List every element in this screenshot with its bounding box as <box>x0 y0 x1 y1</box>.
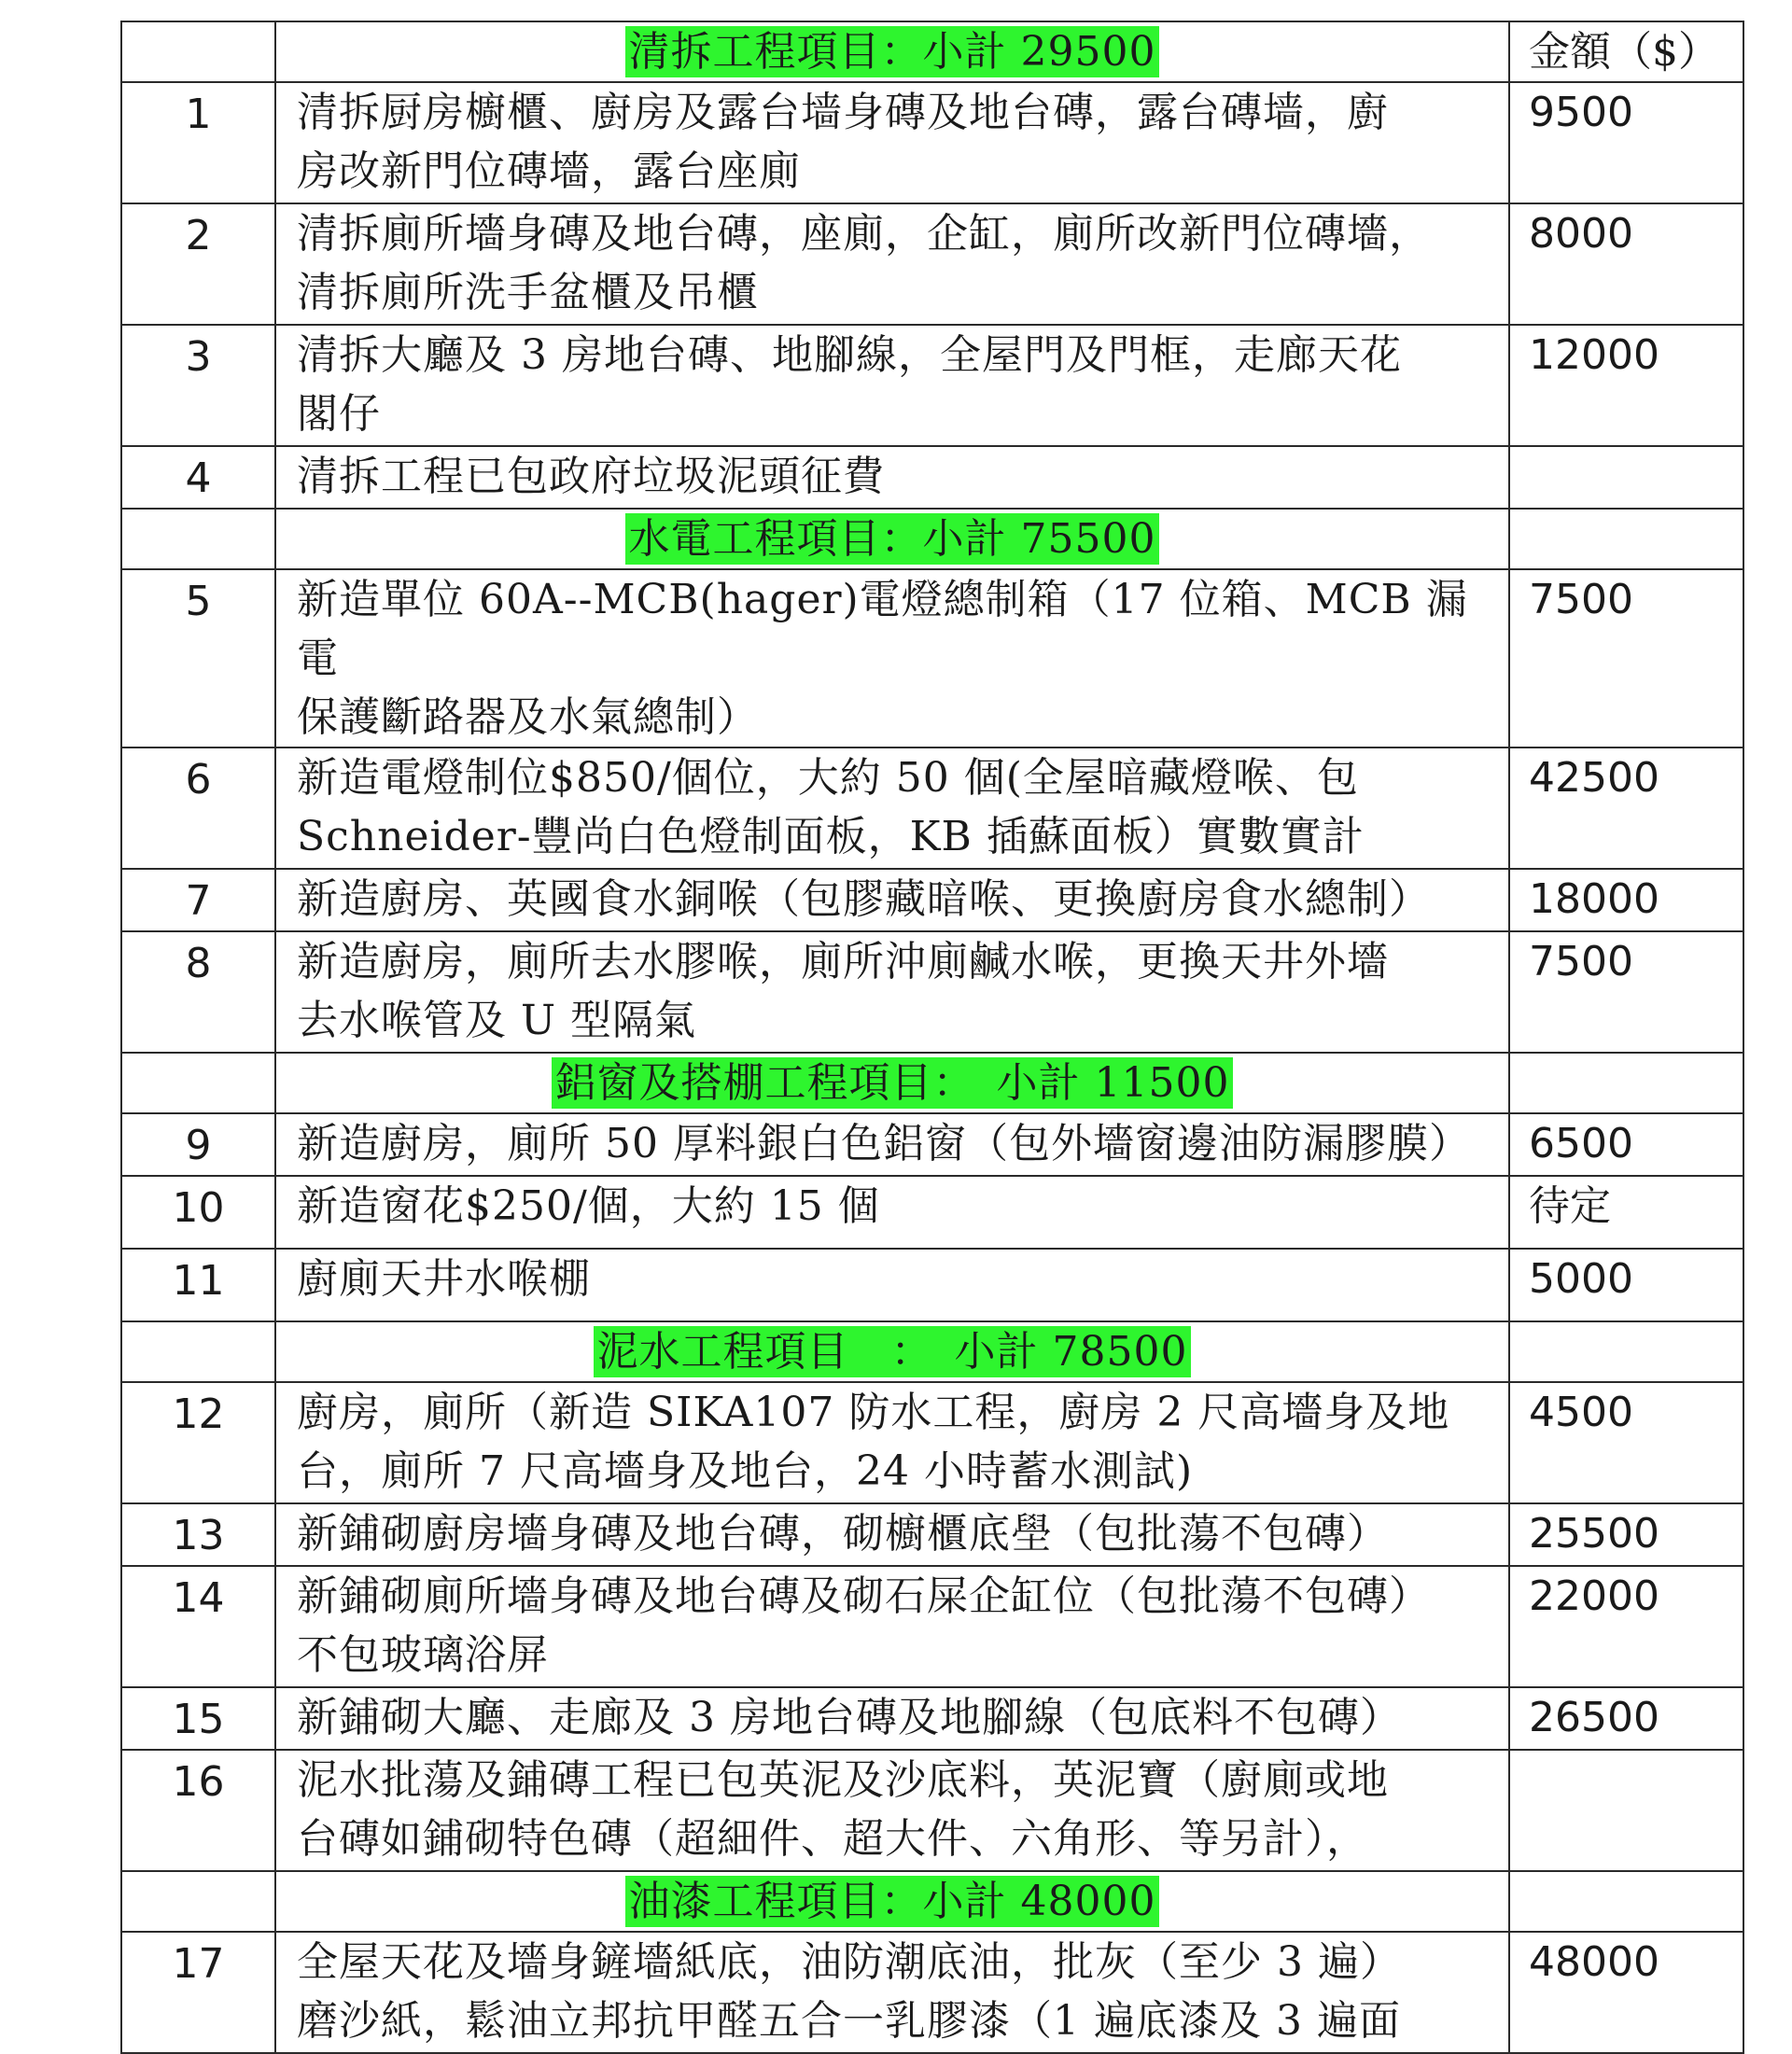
row-amount <box>1509 446 1743 509</box>
row-description <box>275 82 1509 203</box>
row-amount: 26500 <box>1509 1687 1743 1750</box>
table-row <box>121 1932 1743 2053</box>
row-description <box>275 1932 1509 2053</box>
desc-line: 清拆大廳及 3 房地台磚、地腳線，全屋門及門框，走廊天花 <box>297 331 1402 379</box>
desc-line: 清拆工程已包政府垃圾泥頭征費 <box>297 453 885 500</box>
row-number: 17 <box>121 1932 275 2053</box>
desc-line: 磨沙紙，鬆油立邦抗甲醛五合一乳膠漆（1 遍底漆及 3 遍面 <box>297 1997 1401 2045</box>
table-row <box>121 446 1743 509</box>
desc-line: 不包玻璃浴屏 <box>297 1631 549 1679</box>
desc-line: 清拆廁所墻身磚及地台磚，座廁，企缸，廁所改新門位磚墻， <box>297 210 1431 258</box>
desc-line: 台磚如鋪砌特色磚（超細件、超大件、六角形、等另計）， <box>297 1815 1368 1863</box>
row-description <box>275 869 1509 931</box>
row-description <box>275 748 1509 869</box>
section-header-demolition <box>121 21 1743 82</box>
row-number: 10 <box>121 1176 275 1249</box>
row-number: 4 <box>121 446 275 509</box>
desc-line: 新造廚房，廁所去水膠喉，廁所沖廁鹹水喉，更換天井外墻 <box>297 938 1389 985</box>
row-description <box>275 1503 1509 1566</box>
row-number: 16 <box>121 1750 275 1871</box>
row-amount: 7500 <box>1509 569 1743 748</box>
row-amount: 待定 <box>1509 1176 1743 1249</box>
desc-line: 新造廚房、英國食水銅喉（包膠藏暗喉、更換廚房食水總制） <box>297 875 1431 923</box>
row-number: 15 <box>121 1687 275 1750</box>
row-number: 14 <box>121 1566 275 1687</box>
row-number: 1 <box>121 82 275 203</box>
table-row <box>121 931 1743 1053</box>
row-description <box>275 1249 1509 1321</box>
row-description <box>275 325 1509 446</box>
desc-line: 新造窗花$250/個，大約 15 個 <box>297 1182 880 1230</box>
table-row <box>121 1566 1743 1687</box>
row-number: 12 <box>121 1382 275 1503</box>
section-title-cell <box>275 1321 1509 1382</box>
desc-line: 保護斷路器及水氣總制） <box>297 693 759 741</box>
row-amount: 12000 <box>1509 325 1743 446</box>
quotation-sheet <box>120 21 1743 2054</box>
row-description <box>275 203 1509 325</box>
row-number: 8 <box>121 931 275 1053</box>
section-amount-cell <box>1509 1871 1743 1932</box>
row-amount: 7500 <box>1509 931 1743 1053</box>
section-no-cell <box>121 1053 275 1113</box>
desc-line: 廚廁天井水喉棚 <box>297 1255 591 1303</box>
desc-line: 新鋪砌廁所墻身磚及地台磚及砌石屎企缸位（包批蕩不包磚） <box>297 1572 1431 1620</box>
desc-line: 廚房，廁所（新造 SIKA107 防水工程，廚房 2 尺高墻身及地 <box>297 1389 1450 1436</box>
table-row <box>121 1176 1743 1249</box>
row-description <box>275 1566 1509 1687</box>
row-amount: 6500 <box>1509 1113 1743 1176</box>
table-row <box>121 1687 1743 1750</box>
desc-line: 新鋪砌大廳、走廊及 3 房地台磚及地腳線（包底料不包磚） <box>297 1694 1402 1741</box>
section-title-cell <box>275 1871 1509 1932</box>
table-row <box>121 1382 1743 1503</box>
table-row <box>121 203 1743 325</box>
desc-line: 閣仔 <box>297 390 381 438</box>
section-title: 鋁窗及搭棚工程項目： 小計 11500 <box>552 1057 1234 1109</box>
section-amount-cell <box>1509 509 1743 569</box>
section-no-cell <box>121 1871 275 1932</box>
section-title: 油漆工程項目：小計 48000 <box>625 1876 1160 1927</box>
row-amount: 48000 <box>1509 1932 1743 2053</box>
section-header-plumbing-electrical <box>121 509 1743 569</box>
section-amount-cell <box>1509 1053 1743 1113</box>
desc-line: 泥水批蕩及鋪磚工程已包英泥及沙底料，英泥寶（廚廁或地 <box>297 1756 1389 1804</box>
section-no-cell <box>121 509 275 569</box>
row-amount: 22000 <box>1509 1566 1743 1687</box>
row-amount: 8000 <box>1509 203 1743 325</box>
table-row <box>121 1750 1743 1871</box>
desc-line: 新造廚房，廁所 50 厚料銀白色鋁窗（包外墻窗邊油防漏膠膜） <box>297 1120 1471 1167</box>
section-no-cell <box>121 21 275 82</box>
row-number: 9 <box>121 1113 275 1176</box>
row-amount: 9500 <box>1509 82 1743 203</box>
table-row <box>121 325 1743 446</box>
section-header-windows-scaffolding <box>121 1053 1743 1113</box>
row-number: 11 <box>121 1249 275 1321</box>
row-number: 7 <box>121 869 275 931</box>
row-amount: 5000 <box>1509 1249 1743 1321</box>
desc-line: 全屋天花及墻身鏟墻紙底，油防潮底油，批灰（至少 3 遍） <box>297 1938 1402 1986</box>
row-description <box>275 446 1509 509</box>
row-amount <box>1509 1750 1743 1871</box>
section-title: 水電工程項目：小計 75500 <box>625 513 1160 565</box>
row-description <box>275 569 1509 748</box>
section-title-cell <box>275 1053 1509 1113</box>
quotation-table <box>120 21 1744 2054</box>
table-row <box>121 569 1743 748</box>
table-row <box>121 748 1743 869</box>
row-amount: 25500 <box>1509 1503 1743 1566</box>
section-title: 泥水工程項目 ： 小計 78500 <box>594 1326 1192 1377</box>
section-header-painting <box>121 1871 1743 1932</box>
table-row <box>121 1113 1743 1176</box>
desc-line: 清拆廁所洗手盆櫃及吊櫃 <box>297 269 759 316</box>
desc-line: 新造單位 60A--MCB(hager)電燈總制箱（17 位箱、MCB 漏電 <box>297 576 1468 682</box>
section-amount-cell <box>1509 1321 1743 1382</box>
desc-line: 台，廁所 7 尺高墻身及地台，24 小時蓄水測試) <box>297 1447 1194 1495</box>
amount-header: 金額（$） <box>1509 21 1743 82</box>
row-description <box>275 1750 1509 1871</box>
row-description <box>275 1176 1509 1249</box>
row-amount: 42500 <box>1509 748 1743 869</box>
section-title-cell <box>275 509 1509 569</box>
desc-line: 新鋪砌廚房墻身磚及地台磚，砌櫥櫃底壆（包批蕩不包磚） <box>297 1510 1389 1558</box>
desc-line: Schneider-豐尚白色燈制面板，KB 插蘇面板）實數實計 <box>297 813 1365 860</box>
section-header-masonry <box>121 1321 1743 1382</box>
desc-line: 去水喉管及 U 型隔氣 <box>297 997 697 1044</box>
row-description <box>275 931 1509 1053</box>
desc-line: 新造電燈制位$850/個位，大約 50 個(全屋暗藏燈喉、包 <box>297 754 1359 802</box>
row-amount: 18000 <box>1509 869 1743 931</box>
desc-line: 清拆厨房櫥櫃、廚房及露台墙身磚及地台磚，露台磚墙，廚 <box>297 89 1389 136</box>
table-row <box>121 82 1743 203</box>
section-title: 清拆工程項目：小計 29500 <box>625 26 1160 77</box>
row-number: 13 <box>121 1503 275 1566</box>
row-number: 6 <box>121 748 275 869</box>
section-title-cell <box>275 21 1509 82</box>
row-number: 3 <box>121 325 275 446</box>
table-row <box>121 1249 1743 1321</box>
row-number: 5 <box>121 569 275 748</box>
row-description <box>275 1113 1509 1176</box>
table-row <box>121 869 1743 931</box>
row-description <box>275 1687 1509 1750</box>
table-row <box>121 1503 1743 1566</box>
row-description <box>275 1382 1509 1503</box>
row-amount: 4500 <box>1509 1382 1743 1503</box>
row-number: 2 <box>121 203 275 325</box>
section-no-cell <box>121 1321 275 1382</box>
desc-line: 房改新門位磚墻，露台座廁 <box>297 147 801 195</box>
